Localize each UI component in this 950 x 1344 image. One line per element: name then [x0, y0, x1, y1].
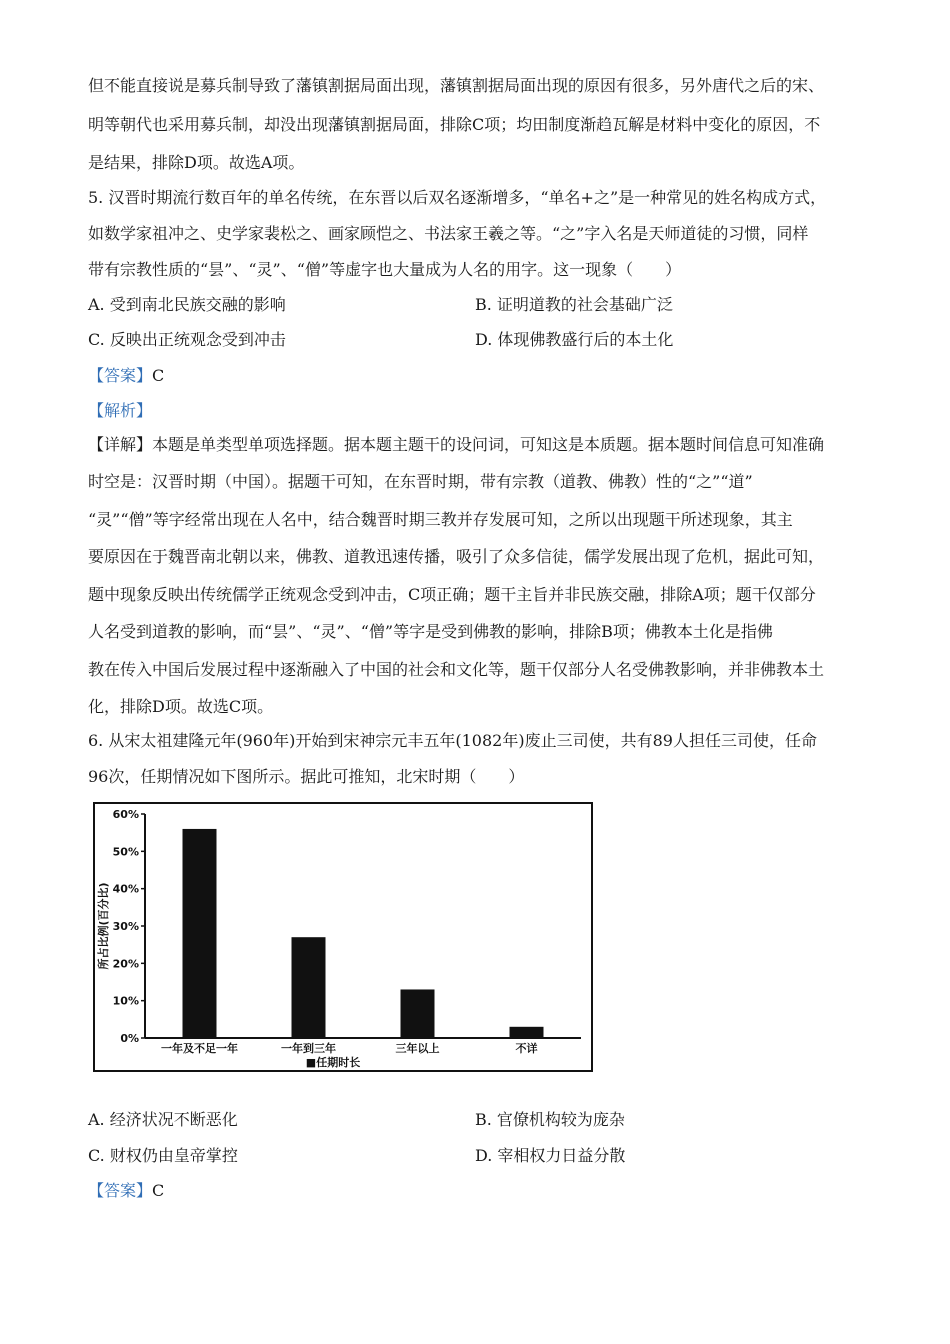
q5-detail-line: 时空是：汉晋时期（中国）。据题干可知，在东晋时期，带有宗教（道教、佛教）性的“之”“道” — [88, 472, 753, 491]
paragraph-line: 明等朝代也采用募兵制，却没出现藩镇割据局面，排除C项；均田制度渐趋瓦解是材料中变化的原因，不 — [88, 115, 821, 134]
y-axis-label: 所占比例(百分比) — [97, 882, 110, 970]
q6-option-d: D. 宰相权力日益分散 — [475, 1146, 626, 1165]
chart-svg — [93, 802, 593, 1072]
q5-option-c: C. 反映出正统观念受到冲击 — [88, 330, 286, 349]
answer-value: C — [152, 366, 165, 385]
y-tick-label: 60% — [112, 808, 139, 821]
q6-option-c: C. 财权仍由皇帝掌控 — [88, 1146, 238, 1165]
q5-detail-line: “灵”“僧”等字经常出现在人名中，结合魏晋时期三教并存发展可知，之所以出现题干所述现象，其主 — [88, 510, 793, 529]
analysis-tag: 【解析】 — [88, 401, 153, 420]
q6-option-a: A. 经济状况不断恶化 — [88, 1110, 238, 1129]
q5-stem-line: 如数学家祖冲之、史学家裴松之、画家顾恺之、书法家王羲之等。“之”字入名是天师道徒的习惯，同样 — [88, 224, 809, 243]
q5-answer — [88, 366, 164, 386]
answer-tag: 【答案】 — [88, 366, 153, 385]
bar — [183, 829, 217, 1038]
paragraph-line: 是结果，排除D项。故选A项。 — [88, 153, 305, 172]
bar — [292, 937, 326, 1038]
y-tick-label: 30% — [112, 920, 139, 933]
q5-analysis-heading — [88, 401, 152, 421]
bar — [401, 989, 435, 1038]
q5-stem-line: 5. 汉晋时期流行数百年的单名传统，在东晋以后双名逐渐增多，“单名+之”是一种常见的姓名构成方式， — [88, 188, 827, 207]
q5-option-b: B. 证明道教的社会基础广泛 — [475, 295, 673, 314]
x-tick-label: 不详 — [515, 1042, 538, 1055]
q5-detail-line: 要原因在于魏晋南北朝以来，佛教、道教迅速传播，吸引了众多信徒，儒学发展出现了危机，据此可知， — [88, 547, 825, 566]
q6-option-b: B. 官僚机构较为庞杂 — [475, 1110, 625, 1129]
q5-detail-line: 教在传入中国后发展过程中逐渐融入了中国的社会和文化等，题干仅部分人名受佛教影响，并非佛教本土 — [88, 660, 825, 679]
term-length-bar-chart — [93, 802, 593, 1072]
q6-answer — [88, 1181, 164, 1201]
y-tick-label: 50% — [112, 845, 139, 859]
q5-option-a: A. 受到南北民族交融的影响 — [88, 295, 286, 314]
x-tick-label: 一年及不足一年 — [161, 1042, 238, 1055]
q5-detail-line — [88, 435, 824, 455]
detail-tag: 【详解】 — [88, 435, 153, 454]
q5-stem-line: 带有宗教性质的“昙”、“灵”、“僧”等虚字也大量成为人名的用字。这一现象（ ） — [88, 260, 682, 279]
x-tick-label: 一年到三年 — [281, 1042, 336, 1055]
answer-tag: 【答案】 — [88, 1181, 153, 1200]
detail-text: 本题是单类型单项选择题。据本题主题干的设问词，可知这是本质题。据本题时间信息可知准确 — [152, 435, 825, 454]
q5-detail-line: 题中现象反映出传统儒学正统观念受到冲击，C项正确；题干主旨并非民族交融，排除A项；题干仅部分 — [88, 585, 816, 604]
x-axis-label: ■任期时长 — [305, 1056, 361, 1069]
bar — [510, 1027, 544, 1038]
x-tick-label: 三年以上 — [395, 1042, 440, 1055]
y-tick-label: 0% — [120, 1032, 139, 1045]
q5-option-d: D. 体现佛教盛行后的本土化 — [475, 330, 674, 349]
answer-value: C — [152, 1181, 165, 1200]
q6-stem-line: 6. 从宋太祖建隆元年(960年)开始到宋神宗元丰五年(1082年)废止三司使，共有89人担任三司使，任命 — [88, 731, 817, 750]
paragraph-line: 但不能直接说是募兵制导致了藩镇割据局面出现，藩镇割据局面出现的原因有很多，另外唐代之后的宋、 — [88, 76, 825, 95]
y-tick-label: 10% — [112, 994, 139, 1008]
q6-stem-line: 96次，任期情况如下图所示。据此可推知，北宋时期（ ） — [88, 767, 525, 786]
y-tick-label: 20% — [112, 957, 139, 971]
q5-detail-line: 人名受到道教的影响，而“昙”、“灵”、“僧”等字是受到佛教的影响，排除B项；佛教本土化是指佛 — [88, 622, 773, 641]
y-tick-label: 40% — [112, 882, 139, 896]
q5-detail-line: 化，排除D项。故选C项。 — [88, 697, 274, 716]
